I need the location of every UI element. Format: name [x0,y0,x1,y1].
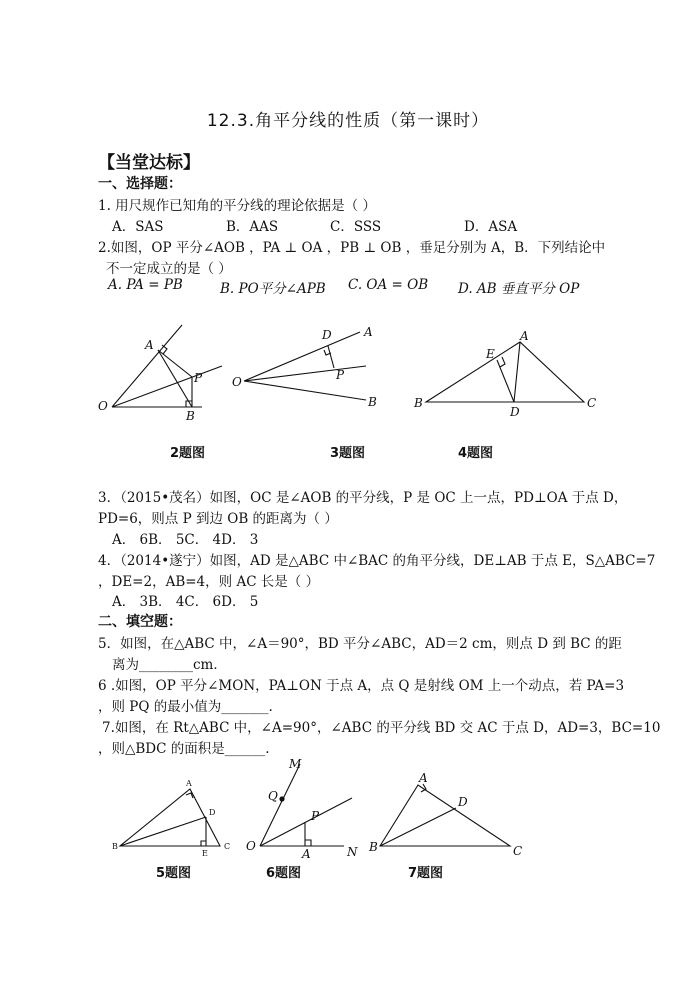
fig3-label-b: B [368,395,377,409]
q1-option-c: C．SSS [330,219,382,235]
q7-line2: ，则△BDC 的面积是______. [98,741,270,757]
q5-line1: 5．如图，在△ABC 中，∠A＝90°，BD 平分∠ABC，AD＝2 cm，则点 D 到 BC 的距 [98,636,622,652]
q6-line2: ，则 PQ 的最小值为_______. [98,699,273,715]
caption-fig7: 7题图 [408,866,444,881]
fig4-label-c: C [587,396,597,410]
fig2-label-a: A [145,338,154,352]
fig3-label-o: O [232,375,242,389]
q5-line2: 离为________cm． [112,657,227,673]
fig5-label-e: E [202,849,208,858]
fill-header: 二、填空题： [98,614,182,630]
fig5-label-c: C [224,842,231,851]
q4-line2: ，DE=2，AB=4，则 AC 长是（ ） [98,574,320,590]
q2-line2: 不一定成立的是（ ） [106,261,232,277]
fig6-label-a: A [302,847,311,861]
q2-line1: 2.如图，OP 平分∠AOB ，PA ⊥ OA ，PB ⊥ OB ，垂足分别为 A，B．下列结论中 [98,240,606,256]
fig3-label-p: P [336,368,345,382]
fig6-label-p: P [311,809,320,823]
choice-header: 一、选择题： [98,176,182,192]
fig2-label-p: P [194,371,203,385]
fig7-label-c: C [513,844,523,858]
q1-text: 1. 用尺规作已知角的平分线的理论依据是（ ） [98,198,376,214]
q3-options: A． 6B． 5C． 4D． 3 [112,532,259,548]
q1-option-a: A．SAS [112,219,164,235]
fig7-label-a: A [419,771,428,785]
fig4-label-a: A [520,329,529,343]
fig6-label-q: Q [268,789,278,803]
fig4-label-e: E [486,347,495,361]
section-header: 【当堂达标】 [98,153,200,173]
q2-option-a: A. PA = PB [108,277,183,293]
caption-fig3: 3题图 [330,446,366,461]
fig5-label-a: A [186,779,192,788]
fig6-label-m: M [289,757,302,771]
fig6-label-n: N [347,845,358,859]
fig3-label-d: D [322,328,332,342]
q6-line1: 6 .如图，OP 平分∠MON，PA⊥ON 于点 A，点 Q 是射线 OM 上一个动点，若 PA=3 [98,678,625,694]
q1-option-d: D．ASA [464,219,518,235]
fig3-label-a: A [364,325,373,339]
q3-line2: PD=6，则点 P 到边 OB 的距离为（ ） [98,511,338,527]
caption-fig2: 2题图 [170,446,206,461]
fig4-label-d: D [510,405,520,419]
fig5-label-b: B [112,842,118,851]
fig7-label-d: D [458,795,468,809]
page-title: 12.3.角平分线的性质（第一课时） [206,111,490,131]
q1-option-b: B．AAS [226,219,279,235]
q2-option-d: D. AB 垂直平分 OP [458,281,580,297]
fig2-label-b: B [186,409,195,423]
q2-option-c: C. OA = OB [348,277,429,293]
caption-fig4: 4题图 [458,446,494,461]
fig5-label-d: D [209,808,216,817]
q4-line1: 4．（2014•遂宁）如图，AD 是△ABC 中∠BAC 的角平分线，DE⊥AB 于点 E，S△ABC=7 [98,553,656,569]
fig2-label-o: O [98,399,108,413]
q2-option-b: B. PO平分∠APB [220,281,326,297]
q4-options: A． 3B． 4C． 6D． 5 [112,594,259,610]
caption-fig5: 5题图 [156,866,192,881]
q3-line1: 3．（2015•茂名）如图，OC 是∠AOB 的平分线，P 是 OC 上一点，PD⊥OA 于点 D， [98,490,628,506]
fig4-label-b: B [414,396,423,410]
fig7-label-b: B [369,840,378,854]
q7-line1: 7.如图，在 Rt△ABC 中，∠A=90°，∠ABC 的平分线 BD 交 AC 于点 D，AD=3，BC=10 [102,720,661,736]
caption-fig6: 6题图 [266,866,302,881]
fig6-label-o: O [246,839,256,853]
